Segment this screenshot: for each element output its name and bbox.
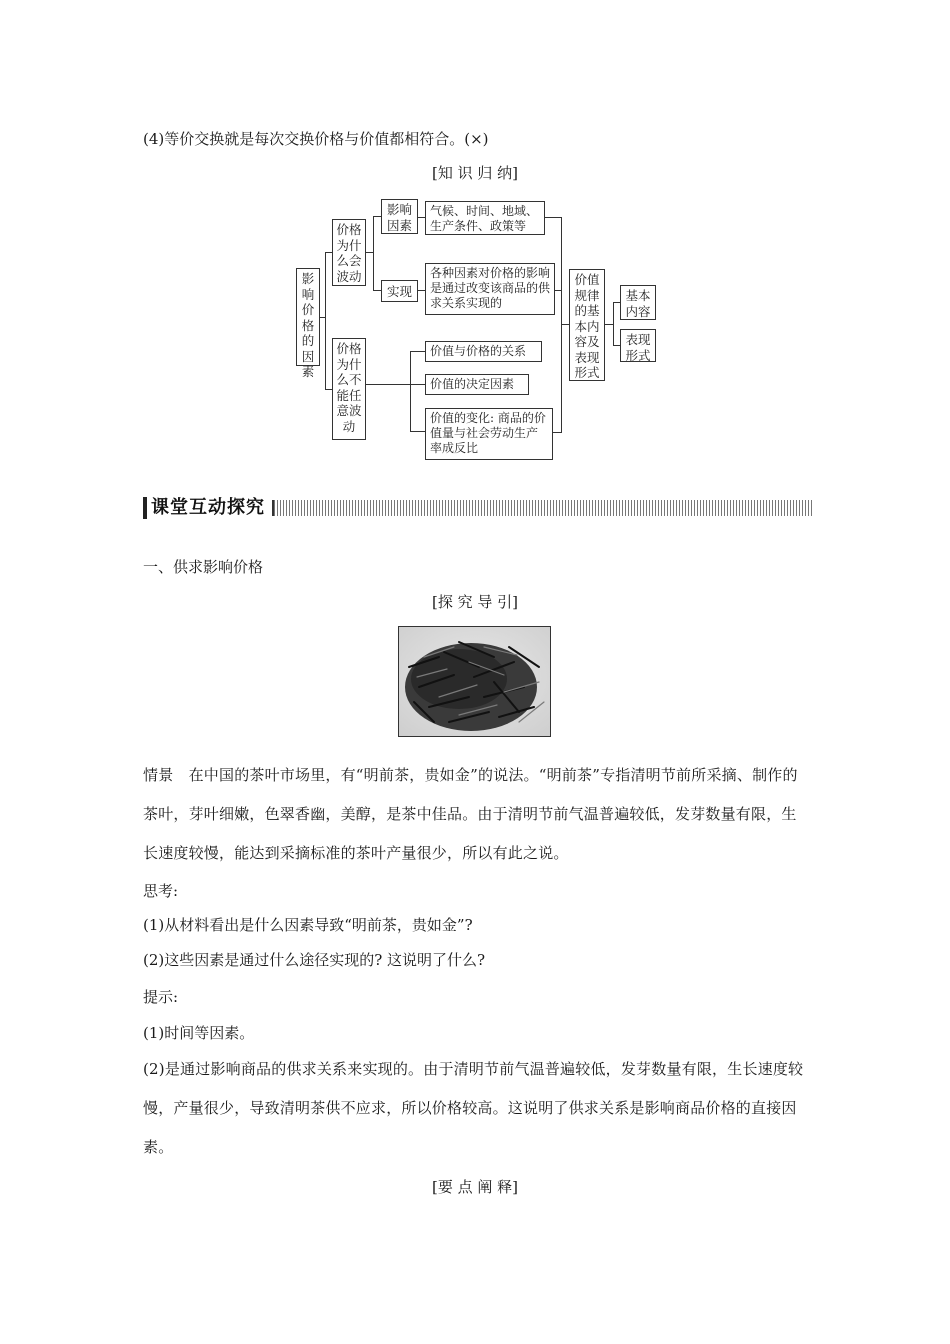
hint-label: 提示: [143,988,179,1006]
connector [418,217,425,218]
diagram-factors-text: 气候、时间、地域、生产条件、政策等 [425,201,545,235]
connector [555,290,562,291]
question-1: (1)从材料看出是什么因素导致“明前茶，贵如金”? [143,916,473,934]
connector [561,324,569,325]
diagram-value-law: 价值规律的基本内容及表现形式 [569,269,605,381]
section-title: 一、供求影响价格 [143,558,264,576]
key-points-heading: [要 点 阐 释] [431,1178,518,1196]
diagram-root: 影响价格的因素 [296,268,320,366]
connector [613,302,614,346]
guide-heading: [探 究 导 引] [431,593,518,611]
connector [613,302,620,303]
connector [545,217,562,218]
diagram-branch-no-arbitrary-fluctuation: 价格为什么不能任意波动 [332,338,366,440]
connector [553,432,562,433]
section-banner-pattern [272,500,814,516]
connector [373,216,374,291]
connector [561,217,562,433]
diagram-realize-label: 实现 [381,280,418,302]
question-2: (2)这些因素是通过什么途径实现的? 这说明了什么? [143,951,486,969]
connector [373,290,381,291]
summary-heading: [知 识 归 纳] [431,164,518,182]
answer-2: (2)是通过影响商品的供求关系来实现的。由于清明节前气温普遍较低，发芽数量有限，生长速度较慢，产量很少，导致清明茶供不应求，所以价格较高。这说明了供求关系是影响商品价格的直接因素。 [143,1060,804,1156]
diagram-law-content: 基本内容 [620,285,656,320]
section-banner: 课堂互动探究 [151,497,265,518]
connector [410,384,425,385]
diagram-item-value-price: 价值与价格的关系 [425,341,542,362]
answer-1: (1)时间等因素。 [143,1024,255,1042]
connector [325,252,332,253]
connector [366,384,411,385]
diagram-realize-text: 各种因素对价格的影响是通过改变该商品的供求关系实现的 [425,263,555,315]
diagram-item-value-change: 价值的变化: 商品的价值量与社会劳动生产率成反比 [425,408,553,460]
connector [410,351,411,432]
diagram-item-value-determinant: 价值的决定因素 [425,374,529,395]
scenario-paragraph: 情景 在中国的茶叶市场里，有“明前茶，贵如金”的说法。“明前茶”专指清明节前所采摘、制作的茶叶，芽叶细嫩，色翠香幽，美醇，是茶中佳品。由于清明节前气温普遍较低，发芽数量有限，生长速度较慢，能达到采摘标准的茶叶产量很少，所以有此之说。 [143,766,798,862]
tea-leaves-image [398,626,551,737]
connector [325,389,332,390]
connector [410,431,425,432]
diagram-law-form: 表现形式 [620,329,656,362]
intro-line: (4)等价交换就是每次交换价格与价值都相符合。(×) [143,130,489,148]
tea-leaves-drawing [399,627,551,737]
diagram-factors-label: 影响因素 [381,199,418,234]
diagram-branch-price-fluctuation: 价格为什么会波动 [332,219,366,286]
connector [325,252,326,390]
connector [410,351,425,352]
connector [373,216,381,217]
think-label: 思考: [143,882,179,900]
connector [613,345,620,346]
connector [418,290,425,291]
